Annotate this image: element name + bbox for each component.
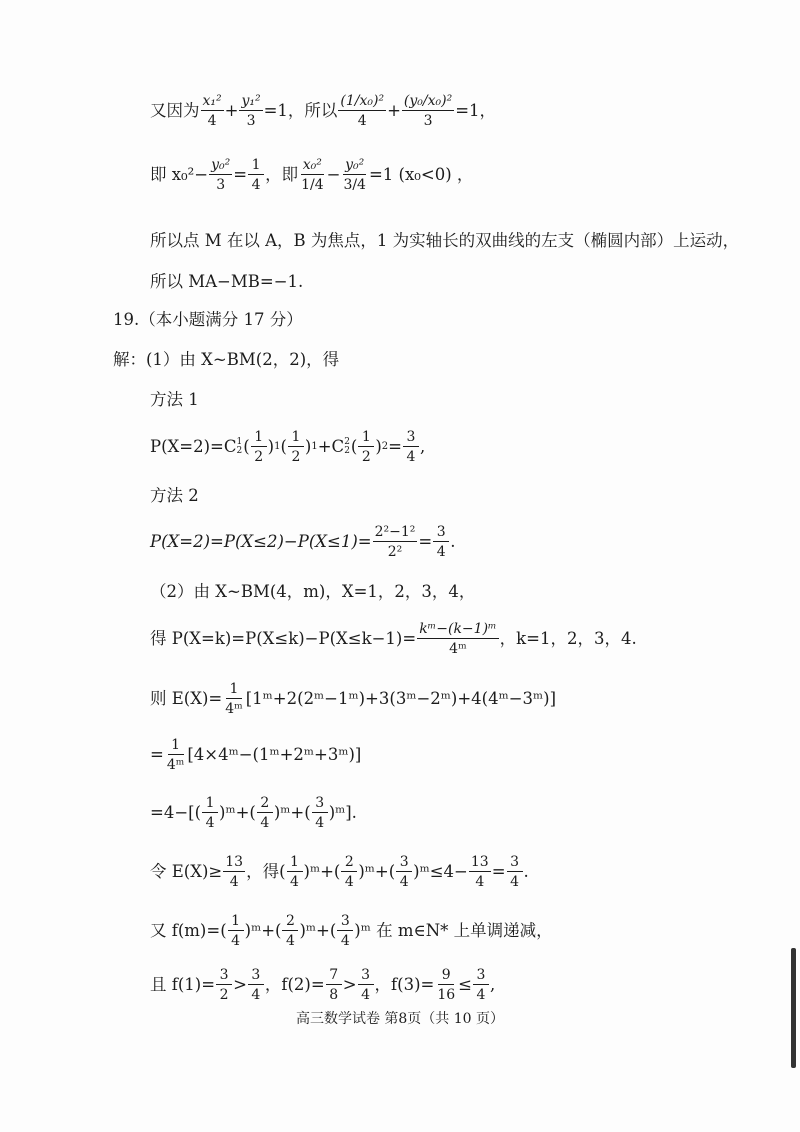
text: ，f(2)=: [264, 974, 325, 994]
method1-label: [150, 392, 199, 409]
fraction: $\frac{3}{4}$: [433, 525, 449, 559]
text: 19.（本小题满分 17 分）: [113, 310, 303, 329]
fraction: $\frac{\text{y₁²}}{3}$: [241, 93, 261, 129]
fraction: $\frac{3}{4}$: [337, 914, 353, 948]
operator: =: [491, 861, 506, 881]
text: [4×4ᵐ−(1ᵐ+2ᵐ+3ᵐ)]: [187, 744, 362, 764]
scrollbar-thumb[interactable]: [791, 948, 796, 1068]
text: 得 P(X=k)=P(X≤k)−P(X≤k−1)=: [150, 628, 417, 648]
text: )ᵐ+(: [358, 861, 396, 881]
fraction: $\frac{1}{2}$: [358, 430, 374, 464]
operator: ≤: [458, 974, 472, 994]
text: 解：(1）由 X~BM(2，2)，得: [113, 350, 340, 369]
text: ，k=1，2，3，4.: [499, 628, 637, 648]
fraction: $\frac{\text{x₁²}}{4}$: [202, 93, 222, 129]
fraction: $\frac{1}{2}$: [251, 430, 267, 464]
operator: +: [224, 100, 239, 120]
fraction: $\frac{3}{4}$: [312, 796, 328, 830]
condition-line: [150, 855, 529, 889]
monotonic-line: [150, 914, 553, 948]
fraction: $\frac{1}{\text{4ᵐ}}$: [225, 681, 243, 717]
operator: =: [388, 436, 402, 456]
fraction: $\frac{1}{4}$: [228, 914, 244, 948]
fraction: $\frac{1}{4}$: [202, 796, 218, 830]
text: （2）由 X~BM(4，m)，X=1，2，3，4，: [150, 582, 476, 601]
text: P(X=2)=P(X≤2)−P(X≤1)=: [150, 531, 372, 551]
text: =1，所以: [263, 100, 338, 120]
expectation-line-1: [150, 682, 556, 716]
pmf-line: [150, 622, 637, 656]
text: .: [523, 861, 529, 881]
fraction: $\frac{\text{x₀²}}{1/4}$: [301, 157, 324, 193]
text: ，即: [265, 164, 299, 184]
text: ，得(: [246, 861, 286, 881]
fraction: $\frac{3}{4}$: [358, 968, 374, 1002]
line-ellipse-substitution: [150, 94, 496, 128]
page-footer: 高三数学试卷 第8页（共 10 页）: [295, 1011, 505, 1027]
method2-label: [150, 488, 199, 505]
fraction: $\frac{\text{kᵐ−(k−1)ᵐ}}{\text{4ᵐ}}$: [419, 621, 497, 657]
part2-intro: [150, 584, 475, 601]
fraction: $\frac{2}{4}$: [282, 914, 298, 948]
operator: −: [326, 164, 341, 184]
line-hyperbola-equation: [150, 158, 473, 192]
text: 方法 2: [150, 486, 199, 505]
expectation-line-2: [150, 738, 361, 772]
text: )ᵐ+(: [244, 920, 282, 940]
operator: >: [342, 974, 357, 994]
fraction: $\frac{3}{4}$: [403, 430, 419, 464]
text: )ᵐ≤4−: [413, 861, 468, 881]
text: ,: [420, 436, 426, 456]
question-heading: [113, 312, 303, 329]
text: 且 f(1)=: [150, 974, 216, 994]
text: )ᵐ+(: [273, 802, 311, 822]
text: 所以点 M 在以 A，B 为焦点，1 为实轴长的双曲线的左支（椭圆内部）上运动，: [150, 231, 740, 250]
fraction: $\frac{1}{4}$: [287, 855, 303, 889]
fraction: $\frac{2}{4}$: [257, 796, 273, 830]
fraction: $\frac{3}{4}$: [396, 855, 412, 889]
text: ,: [490, 974, 496, 994]
text: P(X=2)=C: [150, 436, 237, 456]
text: 方法 1: [150, 390, 199, 409]
fraction: $\frac{3}{2}$: [216, 968, 232, 1002]
fraction: $\frac{\text{y₀²}}{3}$: [211, 157, 231, 193]
text: 令 E(X)≥: [150, 861, 223, 881]
text: 又因为: [150, 100, 200, 120]
solution-intro: [113, 352, 339, 369]
fraction: $\frac{3}{4}$: [473, 968, 489, 1002]
fraction: $\frac{3}{4}$: [507, 855, 523, 889]
operator: =: [150, 744, 164, 764]
text: =1 (x₀<0) ，: [368, 164, 474, 184]
text: 又 f(m)=(: [150, 920, 227, 940]
values-line: [150, 968, 495, 1002]
method1-formula: P(X=2)=C 1 2 ( $\frac{1}{2}$ ) 1 ( $\frac{1}{2}$ ) 1 +C 2 2 ( $\frac{1}{2}$ ) 2 = $\frac{3}{4}$ ,: [150, 429, 426, 465]
fraction: $\frac{2}{4}$: [341, 855, 357, 889]
fraction: $\frac{\text{(1/x₀)²}}{4}$: [340, 93, 385, 129]
operator: +: [387, 100, 401, 120]
text: ，f(3)=: [374, 974, 435, 994]
text: )ᵐ+(: [303, 861, 341, 881]
fraction: $\frac{\text{2²−1²}}{\text{2²}}$: [374, 524, 416, 560]
text: 所以 MA−MB=−1.: [150, 272, 304, 291]
fraction: $\frac{13}{4}$: [225, 854, 244, 890]
method2-formula: [150, 525, 455, 559]
line-conclusion: [150, 274, 303, 291]
operator: =: [233, 164, 248, 184]
binomial-index: 2 2: [344, 437, 350, 456]
text: )ᵐ].: [328, 802, 357, 822]
fraction: $\frac{1}{4}$: [248, 158, 264, 192]
fraction: $\frac{\text{(y₀/x₀)²}}{3}$: [403, 93, 453, 129]
fraction: $\frac{7}{8}$: [326, 968, 342, 1002]
text: =4−[(: [150, 802, 202, 822]
text: )ᵐ+(: [299, 920, 337, 940]
text: +C: [317, 436, 345, 456]
fraction: $\frac{13}{4}$: [470, 854, 489, 890]
fraction: $\frac{\text{y₀²}}{3/4}$: [343, 157, 366, 193]
text: =1，: [455, 100, 497, 120]
text: [1ᵐ+2(2ᵐ−1ᵐ)+3(3ᵐ−2ᵐ)+4(4ᵐ−3ᵐ)]: [245, 688, 557, 708]
fraction: $\frac{9}{16}$: [437, 967, 456, 1003]
fraction: $\frac{3}{4}$: [248, 968, 264, 1002]
fraction: $\frac{1}{2}$: [288, 430, 304, 464]
expectation-line-3: [150, 796, 357, 830]
text: 即 x₀²−: [150, 164, 209, 184]
text: )ᵐ+(: [219, 802, 256, 822]
fraction: $\frac{1}{\text{4ᵐ}}$: [166, 737, 185, 773]
text: .: [450, 531, 456, 551]
text: 则 E(X)=: [150, 688, 223, 708]
binomial-index: 1 2: [236, 437, 243, 456]
line-hyperbola-statement: [150, 233, 739, 250]
operator: >: [233, 974, 247, 994]
text: )ᵐ 在 m∈N* 上单调递减，: [354, 920, 553, 940]
operator: =: [418, 531, 433, 551]
